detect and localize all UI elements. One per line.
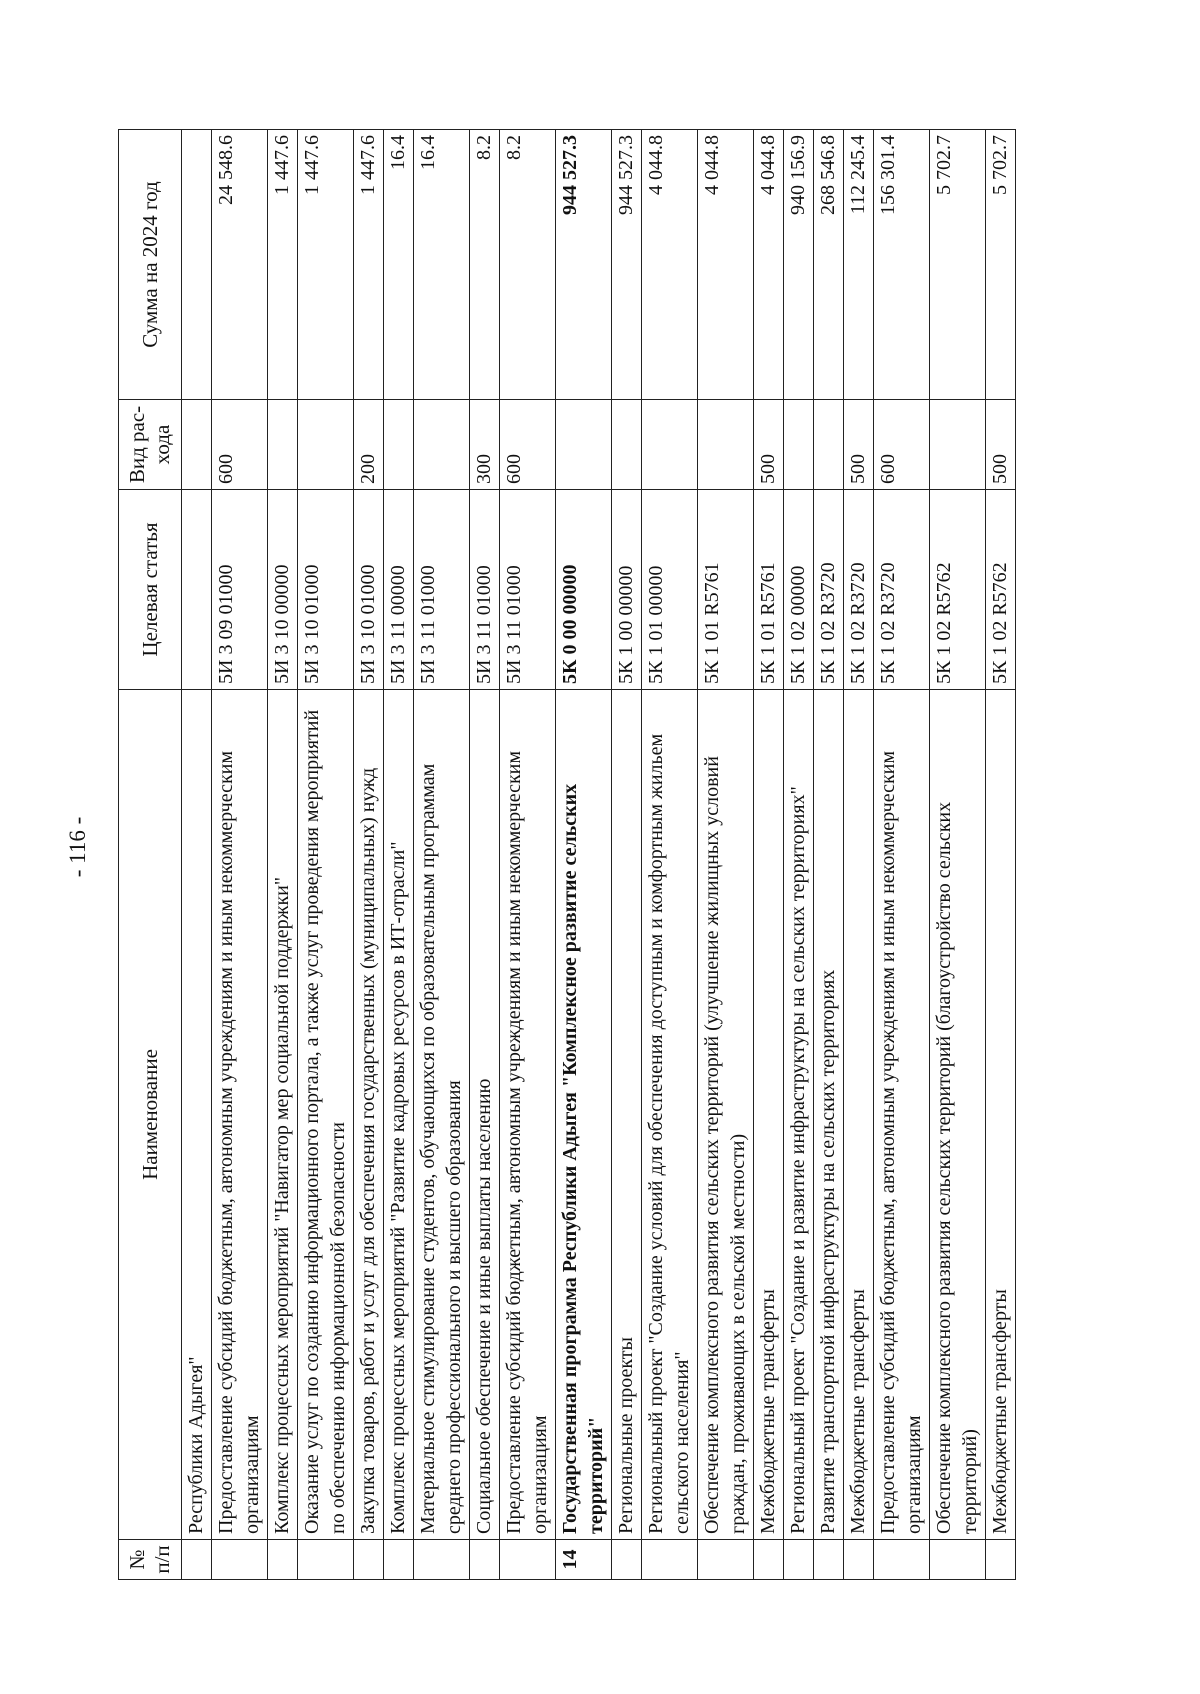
table-row <box>986 130 1016 1580</box>
row-name: Обеспечение комплексного развития сельских территорий (благоустройство сельских территорий) <box>930 690 986 1540</box>
row-target: 5К 1 02 00000 <box>784 490 814 690</box>
row-target: 5И 3 11 00000 <box>384 490 414 690</box>
row-name: Межбюджетные трансферты <box>986 690 1016 1540</box>
table-row <box>874 130 930 1580</box>
header-kind: Вид рас-хода <box>119 400 182 490</box>
row-target: 5И 3 10 00000 <box>268 490 298 690</box>
row-target: 5И 3 10 01000 <box>354 490 384 690</box>
row-number <box>414 1540 470 1580</box>
row-kind <box>930 400 986 490</box>
row-name: Региональные проекты <box>612 690 642 1540</box>
row-sum: 8.2 <box>470 130 500 400</box>
table-row <box>414 130 470 1580</box>
row-kind: 200 <box>354 400 384 490</box>
table-row <box>814 130 844 1580</box>
row-sum: 5 702.7 <box>986 130 1016 400</box>
row-name: Региональный проект "Создание условий для обеспечения доступным и комфортным жильем сельского населения" <box>642 690 698 1540</box>
row-sum: 156 301.4 <box>874 130 930 400</box>
row-number <box>612 1540 642 1580</box>
row-sum: 1 447.6 <box>354 130 384 400</box>
table-header-row <box>119 130 182 1580</box>
table-row <box>182 130 212 1580</box>
row-kind <box>612 400 642 490</box>
row-target: 5К 1 01 R5761 <box>698 490 754 690</box>
row-kind <box>414 400 470 490</box>
table-row <box>642 130 698 1580</box>
row-sum: 268 546.8 <box>814 130 844 400</box>
row-target: 5К 1 02 R5762 <box>930 490 986 690</box>
table-row <box>556 130 612 1580</box>
table-row <box>784 130 814 1580</box>
row-target: 5И 3 09 01000 <box>212 490 268 690</box>
row-name: Региональный проект "Создание и развитие инфраструктуры на сельских территориях" <box>784 690 814 1540</box>
table-row <box>844 130 874 1580</box>
row-target: 5И 3 11 01000 <box>500 490 556 690</box>
row-target: 5К 1 01 R5761 <box>754 490 784 690</box>
row-sum: 5 702.7 <box>930 130 986 400</box>
row-name: Обеспечение комплексного развития сельских территорий (улучшение жилищных условий граждан, проживающих в сельской местности) <box>698 690 754 1540</box>
row-number <box>874 1540 930 1580</box>
row-number <box>298 1540 354 1580</box>
row-sum: 944 527.3 <box>612 130 642 400</box>
row-kind <box>556 400 612 490</box>
row-number <box>930 1540 986 1580</box>
row-number <box>182 1540 212 1580</box>
row-number <box>844 1540 874 1580</box>
table-row <box>212 130 268 1580</box>
table-row <box>384 130 414 1580</box>
row-name: Предоставление субсидий бюджетным, автономным учреждениям и иным некоммерческим организациям <box>500 690 556 1540</box>
row-name: Комплекс процессных мероприятий "Навигатор мер социальной поддержки" <box>268 690 298 1540</box>
header-sum: Сумма на 2024 год <box>119 130 182 400</box>
table-row <box>930 130 986 1580</box>
budget-table <box>118 129 1016 1580</box>
table-row <box>612 130 642 1580</box>
row-target: 5К 1 01 00000 <box>642 490 698 690</box>
row-name: Межбюджетные трансферты <box>844 690 874 1540</box>
row-kind <box>814 400 844 490</box>
row-kind: 500 <box>754 400 784 490</box>
row-kind: 600 <box>874 400 930 490</box>
row-number <box>268 1540 298 1580</box>
row-target: 5К 1 00 00000 <box>612 490 642 690</box>
table-row <box>698 130 754 1580</box>
row-number <box>642 1540 698 1580</box>
table-row <box>354 130 384 1580</box>
row-kind <box>182 400 212 490</box>
row-target: 5И 3 11 01000 <box>470 490 500 690</box>
row-name: Развитие транспортной инфраструктуры на сельских территориях <box>814 690 844 1540</box>
row-sum: 1 447.6 <box>268 130 298 400</box>
row-target: 5К 1 02 R5762 <box>986 490 1016 690</box>
row-number <box>384 1540 414 1580</box>
row-name: Республики Адыгея" <box>182 690 212 1540</box>
row-number <box>212 1540 268 1580</box>
table-row <box>298 130 354 1580</box>
row-kind <box>384 400 414 490</box>
header-num: № п/п <box>119 1540 182 1580</box>
row-sum: 940 156.9 <box>784 130 814 400</box>
row-kind <box>642 400 698 490</box>
row-kind: 300 <box>470 400 500 490</box>
header-name: Наименование <box>119 690 182 1540</box>
row-number <box>754 1540 784 1580</box>
row-kind: 600 <box>500 400 556 490</box>
row-number <box>814 1540 844 1580</box>
row-sum: 4 044.8 <box>642 130 698 400</box>
row-kind <box>698 400 754 490</box>
row-name: Государственная программа Республики Адыгея "Комплексное развитие сельских территорий" <box>556 690 612 1540</box>
row-target: 5К 1 02 R3720 <box>874 490 930 690</box>
row-sum: 24 548.6 <box>212 130 268 400</box>
row-name: Социальное обеспечение и иные выплаты населению <box>470 690 500 1540</box>
row-target: 5И 3 11 01000 <box>414 490 470 690</box>
row-sum: 4 044.8 <box>698 130 754 400</box>
row-number <box>698 1540 754 1580</box>
table-row <box>470 130 500 1580</box>
table-row <box>268 130 298 1580</box>
rotated-table-container <box>118 130 1058 1580</box>
row-number <box>784 1540 814 1580</box>
row-kind: 500 <box>986 400 1016 490</box>
table-row <box>754 130 784 1580</box>
row-target <box>182 490 212 690</box>
row-name: Межбюджетные трансферты <box>754 690 784 1540</box>
row-target: 5К 1 02 R3720 <box>844 490 874 690</box>
row-number: 14 <box>556 1540 612 1580</box>
row-sum <box>182 130 212 400</box>
row-sum: 1 447.6 <box>298 130 354 400</box>
table-body <box>182 130 1016 1580</box>
row-target: 5К 0 00 00000 <box>556 490 612 690</box>
row-sum: 944 527.3 <box>556 130 612 400</box>
row-kind <box>298 400 354 490</box>
row-sum: 16.4 <box>414 130 470 400</box>
row-number <box>500 1540 556 1580</box>
row-kind <box>784 400 814 490</box>
table-row <box>500 130 556 1580</box>
row-sum: 8.2 <box>500 130 556 400</box>
row-name: Материальное стимулирование студентов, обучающихся по образовательным программам среднего профессионального и высшего образования <box>414 690 470 1540</box>
row-name: Предоставление субсидий бюджетным, автономным учреждениям и иным некоммерческим организациям <box>874 690 930 1540</box>
row-name: Оказание услуг по созданию информационного портала, а также услуг проведения мероприятий по обеспечению информационной безопасности <box>298 690 354 1540</box>
header-target: Целевая статья <box>119 490 182 690</box>
row-number <box>354 1540 384 1580</box>
page-number: - 116 - <box>65 816 90 878</box>
row-sum: 16.4 <box>384 130 414 400</box>
row-number <box>470 1540 500 1580</box>
row-name: Предоставление субсидий бюджетным, автономным учреждениям и иным некоммерческим организациям <box>212 690 268 1540</box>
row-sum: 4 044.8 <box>754 130 784 400</box>
row-number <box>986 1540 1016 1580</box>
row-kind: 500 <box>844 400 874 490</box>
row-kind: 600 <box>212 400 268 490</box>
row-target: 5И 3 10 01000 <box>298 490 354 690</box>
row-sum: 112 245.4 <box>844 130 874 400</box>
row-kind <box>268 400 298 490</box>
row-name: Закупка товаров, работ и услуг для обеспечения государственных (муниципальных) нужд <box>354 690 384 1540</box>
row-target: 5К 1 02 R3720 <box>814 490 844 690</box>
row-name: Комплекс процессных мероприятий "Развитие кадровых ресурсов в ИТ-отрасли" <box>384 690 414 1540</box>
